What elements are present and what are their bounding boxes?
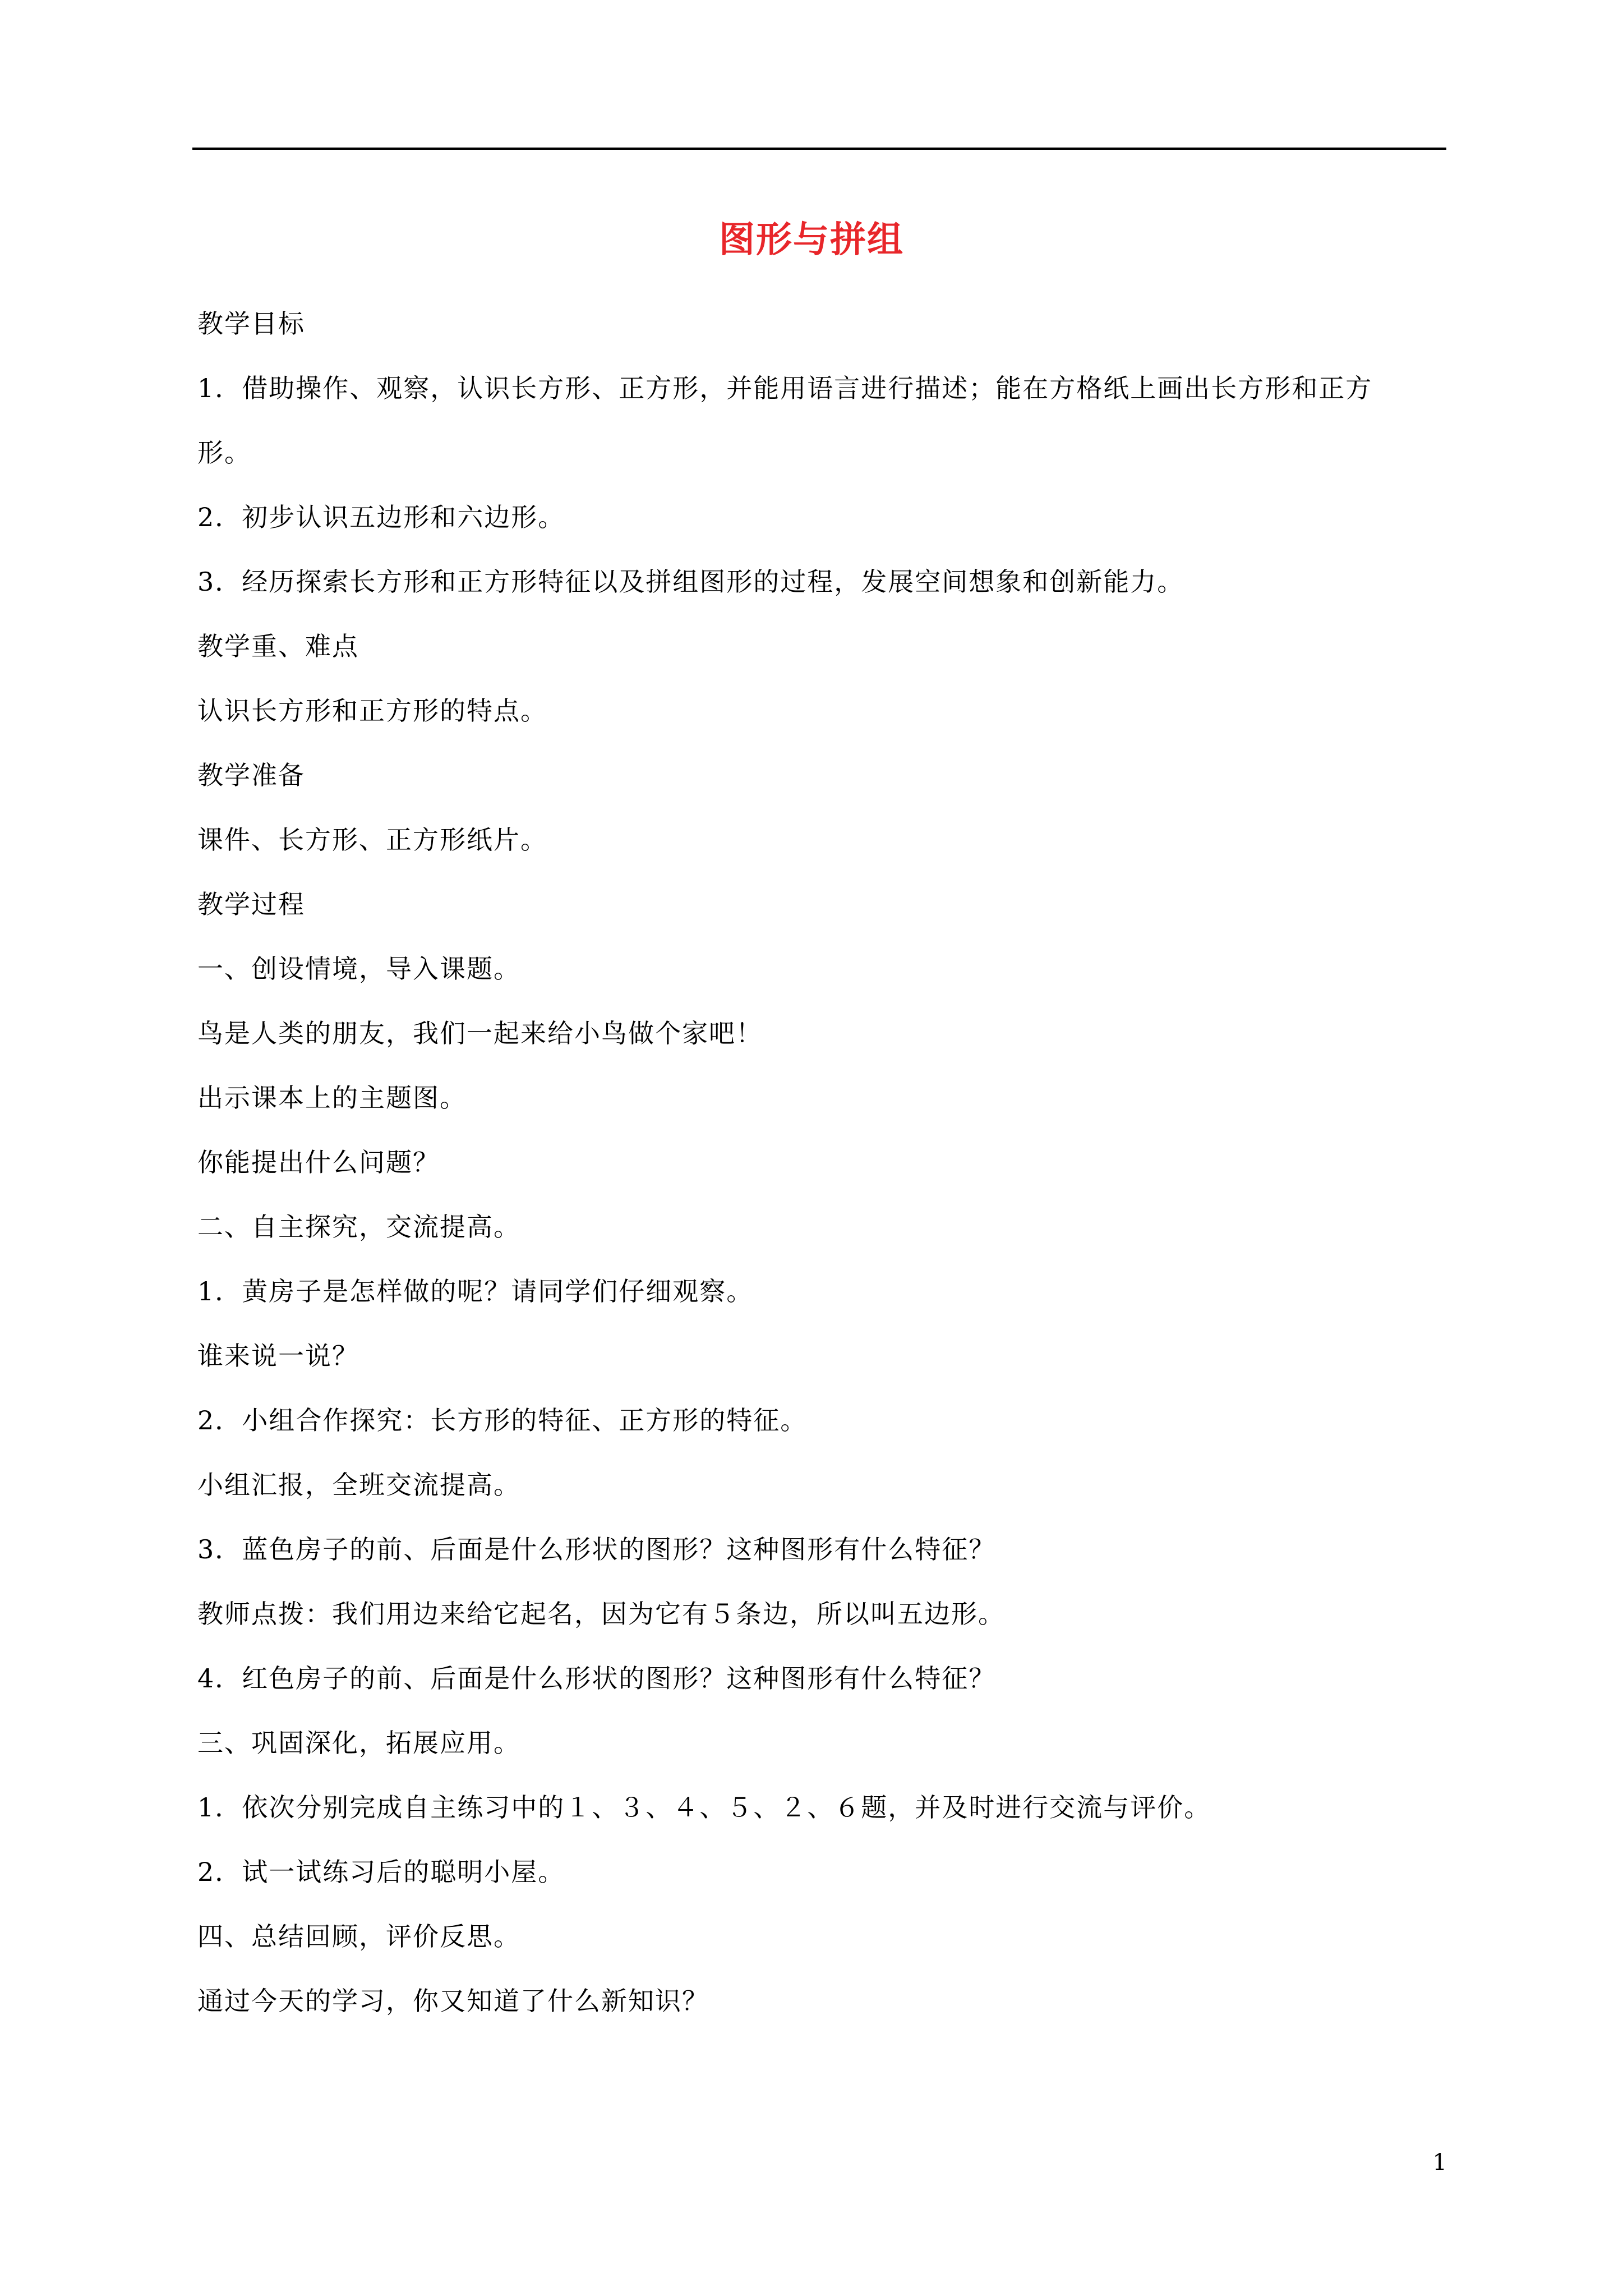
objective-1: 1．借助操作、观察，认识长方形、正方形，并能用语言进行描述；能在方格纸上画出长方形和正方: [197, 373, 1373, 403]
section-heading-process: 教学过程: [197, 889, 305, 919]
objective-2: 2．初步认识五边形和六边形。: [197, 502, 565, 532]
objective-3: 3．经历探索长方形和正方形特征以及拼组图形的过程，发展空间想象和创新能力。: [197, 567, 1184, 597]
paragraph: 1．黄房子是怎样做的呢？请同学们仔细观察。: [197, 1276, 754, 1306]
section-heading-preparation: 教学准备: [197, 760, 305, 790]
step-4-heading: 四、总结回顾，评价反思。: [197, 1921, 520, 1952]
paragraph: 2．小组合作探究：长方形的特征、正方形的特征。: [197, 1405, 808, 1435]
paragraph: 3．蓝色房子的前、后面是什么形状的图形？这种图形有什么特征？: [197, 1534, 996, 1565]
step-2-heading: 二、自主探究，交流提高。: [197, 1212, 520, 1242]
section-heading-objectives: 教学目标: [197, 309, 305, 339]
paragraph: 出示课本上的主题图。: [197, 1083, 467, 1113]
paragraph: 4．红色房子的前、后面是什么形状的图形？这种图形有什么特征？: [197, 1663, 996, 1694]
objective-1-continued: 形。: [197, 438, 251, 468]
paragraph: 教师点拨：我们用边来给它起名，因为它有５条边，所以叫五边形。: [197, 1599, 1005, 1629]
paragraph: 谁来说一说？: [197, 1341, 359, 1371]
section-heading-key-points: 教学重、难点: [197, 631, 359, 661]
header-rule: [192, 148, 1446, 150]
page-number: 1: [1432, 2150, 1447, 2175]
paragraph: 小组汇报，全班交流提高。: [197, 1470, 520, 1500]
document-title: 图形与拼组: [719, 219, 904, 261]
document-body: [197, 292, 1454, 2033]
paragraph: 2．试一试练习后的聪明小屋。: [197, 1857, 565, 1887]
step-3-heading: 三、巩固深化，拓展应用。: [197, 1728, 520, 1758]
paragraph: 你能提出什么问题？: [197, 1147, 440, 1177]
paragraph: 通过今天的学习，你又知道了什么新知识？: [197, 1986, 709, 2016]
step-1-heading: 一、创设情境，导入课题。: [197, 954, 520, 984]
paragraph: 鸟是人类的朋友，我们一起来给小鸟做个家吧！: [197, 1018, 763, 1048]
key-points-text: 认识长方形和正方形的特点。: [197, 696, 547, 726]
paragraph: 1．依次分别完成自主练习中的１、３、４、５、２、６题，并及时进行交流与评价。: [197, 1792, 1211, 1823]
preparation-text: 课件、长方形、正方形纸片。: [197, 825, 547, 855]
